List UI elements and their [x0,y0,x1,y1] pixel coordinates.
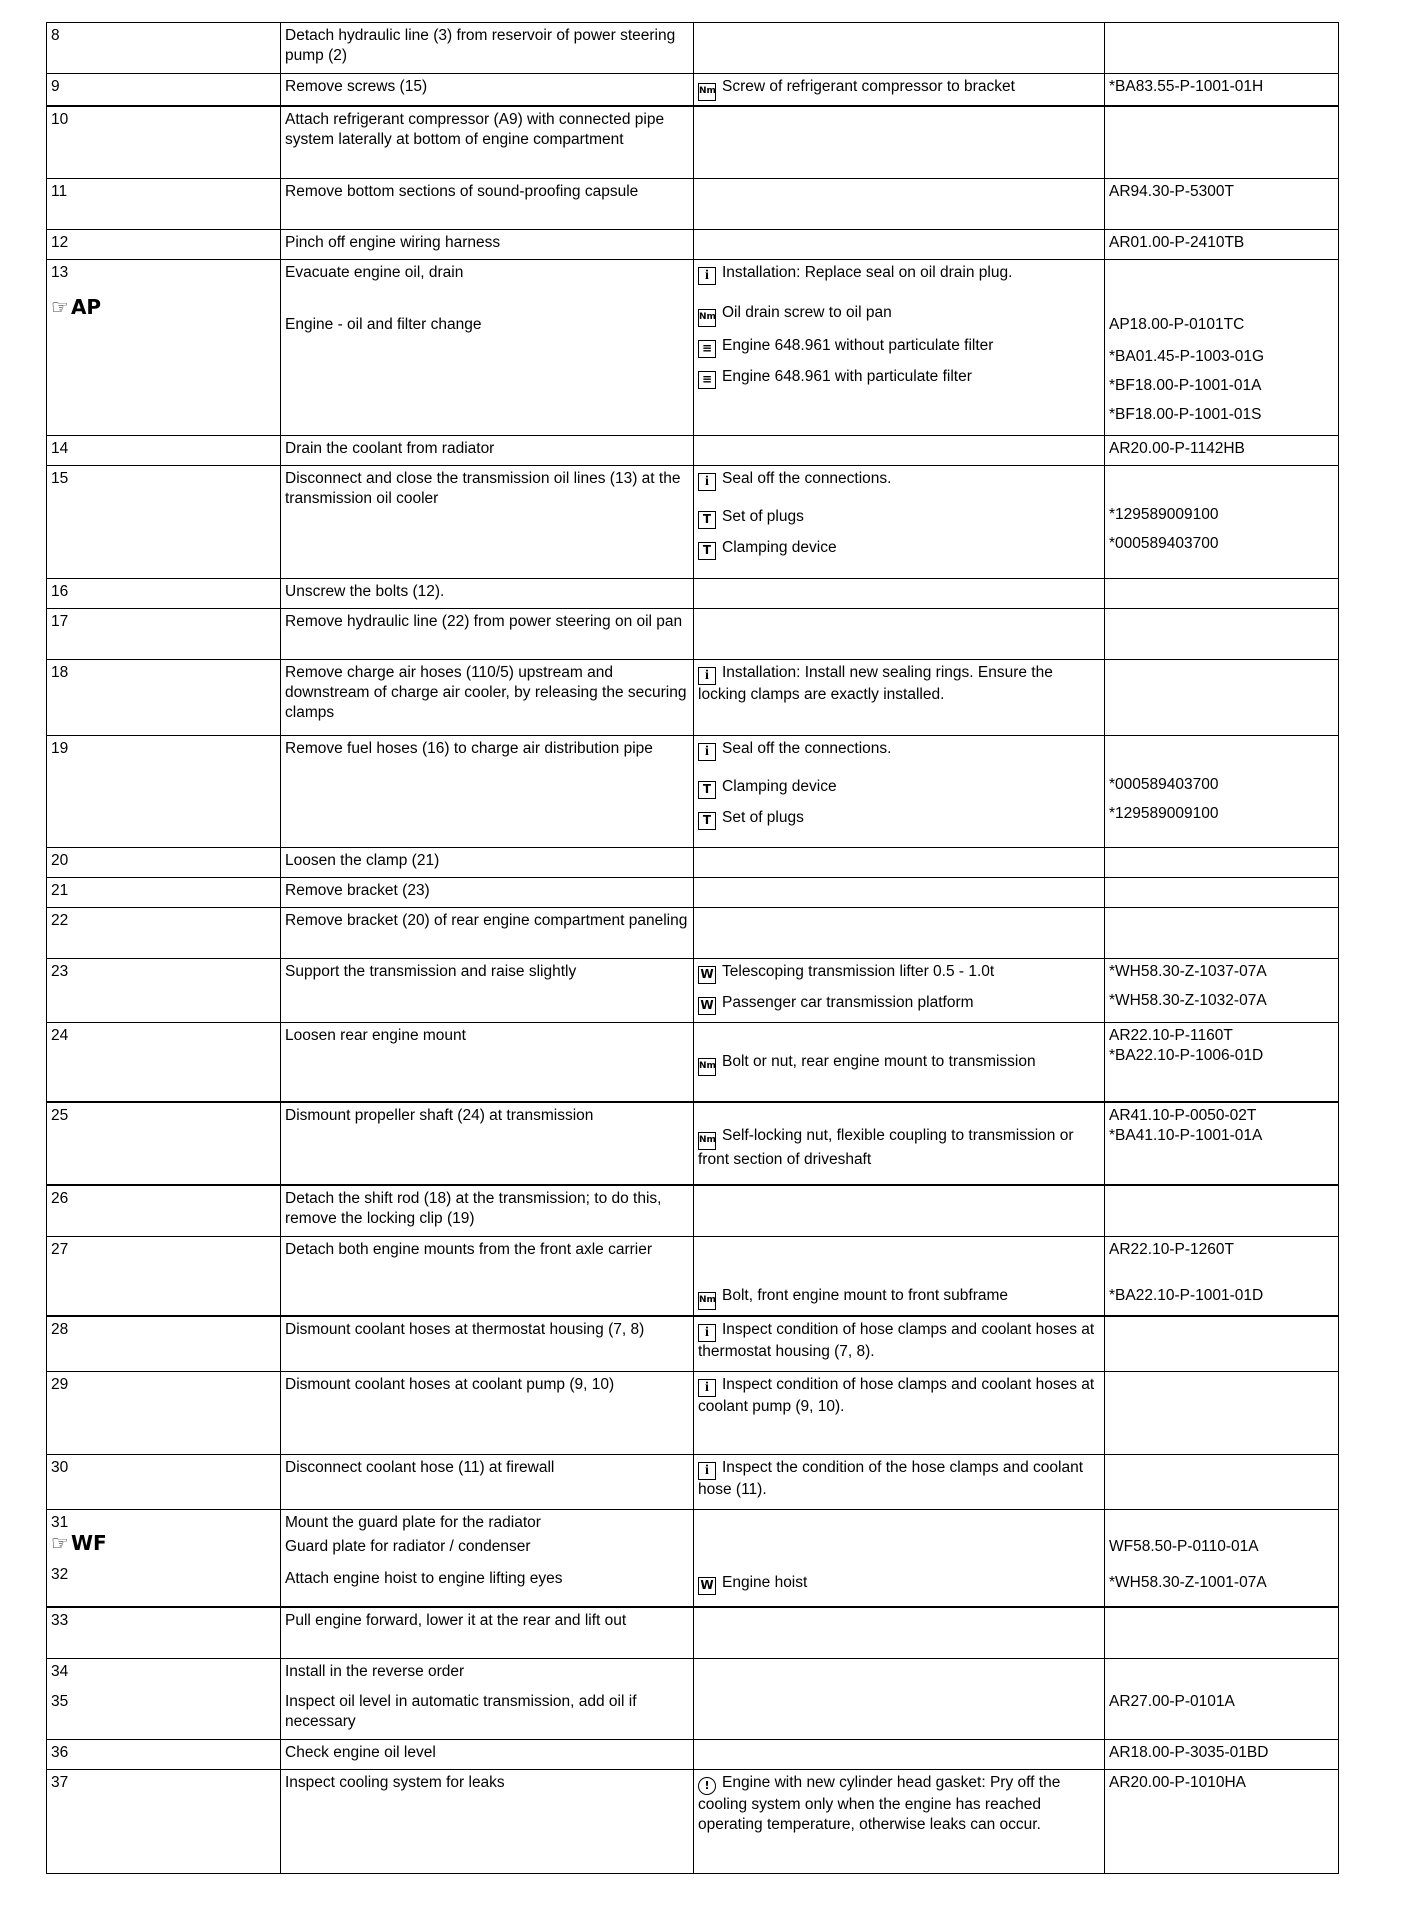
table-row [47,847,1339,877]
step-reference [1105,1236,1339,1316]
note-text: Inspect the condition of the hose clamps and coolant hose (11). [698,1458,1084,1498]
step-note [694,847,1105,877]
step-number: 30 [47,1454,281,1509]
reference-link[interactable]: *WH58.30-Z-1032-07A [1109,991,1267,1009]
caution-icon: ! [698,1777,716,1795]
table-row [47,1371,1339,1454]
step-note [694,1371,1105,1454]
step-note [694,608,1105,659]
step-description: Support the transmission and raise slightly [281,958,694,1022]
step-description: Disconnect and close the transmission oil lines (13) at the transmission oil cooler [281,465,694,578]
step-description: Dismount coolant hoses at coolant pump (9, 10) [281,1371,694,1454]
step-description: Dismount propeller shaft (24) at transmission [281,1102,694,1185]
step-description: Detach the shift rod (18) at the transmission; to do this, remove the locking clip (19) [281,1185,694,1236]
pointing-hand-icon: ☞ [51,294,69,319]
workshop-equipment-icon: W [698,1577,716,1595]
step-description: Dismount coolant hoses at thermostat housing (7, 8) [281,1316,694,1371]
step-reference [1105,1316,1339,1371]
step-note [694,1509,1105,1607]
step-note [694,877,1105,907]
step-reference [1105,465,1339,578]
step-reference [1105,907,1339,958]
reference-link[interactable]: *BA41.10-P-1001-01A [1109,1127,1263,1144]
step-reference [1105,106,1339,178]
step-description: Detach hydraulic line (3) from reservoir of power steering pump (2) [281,23,694,74]
filling-capacity-icon: ≡ [698,371,716,389]
step-description: Loosen the clamp (21) [281,847,694,877]
note-line: ≡ Engine 648.961 with particulate filter [698,367,1100,389]
note-line: T Set of plugs [698,808,1100,830]
description-line: Engine - oil and filter change [285,315,482,333]
reference-link[interactable]: *BA22.10-P-1001-01D [1109,1286,1264,1304]
reference-link[interactable]: WF58.50-P-0110-01A [1109,1537,1259,1555]
step-description [281,1658,694,1739]
step-note [694,735,1105,847]
step-note [694,178,1105,229]
step-description [281,259,694,435]
table-row [47,608,1339,659]
table-row [47,1739,1339,1769]
note-line: i Installation: Replace seal on oil drain plug. [698,263,1100,285]
step-number: 15 [47,465,281,578]
special-tool-icon: T [698,511,716,529]
note-line: W Telescoping transmission lifter 0.5 - 1.0t [698,962,1100,984]
info-icon: i [698,1324,716,1342]
reference-link[interactable]: *129589009100 [1109,505,1219,523]
step-number: 18 [47,659,281,735]
step-description: Drain the coolant from radiator [281,435,694,465]
step-description: Remove fuel hoses (16) to charge air distribution pipe [281,735,694,847]
table-row [47,74,1339,107]
step-number: 16 [47,578,281,608]
step-reference [1105,608,1339,659]
step-note [694,435,1105,465]
step-note [694,1658,1105,1739]
step-number: 28 [47,1316,281,1371]
torque-icon: Nm [698,1058,716,1076]
step-reference[interactable]: AR20.00-P-1142HB [1105,435,1339,465]
step-number: 17 [47,608,281,659]
step-number: 9 [47,74,281,107]
step-note [694,1316,1105,1371]
note-text: Bolt or nut, rear engine mount to transmission [722,1052,1036,1070]
step-reference [1105,1454,1339,1509]
table-row [47,1185,1339,1236]
step-number: 29 [47,1371,281,1454]
note-text: Screw of refrigerant compressor to bracket [722,78,1015,95]
note-line: W Passenger car transmission platform [698,993,1100,1015]
table-row [47,659,1339,735]
workshop-equipment-icon: W [698,966,716,984]
pointing-hand-icon: ☞ [51,1530,69,1555]
step-number: 10 [47,106,281,178]
table-row [47,465,1339,578]
reference-link[interactable]: *BF18.00-P-1001-01A [1109,376,1262,394]
step-reference [1105,1658,1339,1739]
step-number: 8 [47,23,281,74]
step-note [694,1022,1105,1102]
step-number: 27 [47,1236,281,1316]
special-tool-icon: T [698,542,716,560]
reference-link[interactable]: AR22.10-P-1160T [1109,1026,1233,1044]
reference-link[interactable]: *BA22.10-P-1006-01D [1109,1046,1264,1064]
table-row [47,907,1339,958]
step-description: Pinch off engine wiring harness [281,229,694,259]
step-note [694,1739,1105,1769]
filling-capacity-icon: ≡ [698,340,716,358]
step-reference [1105,877,1339,907]
step-note [694,259,1105,435]
step-number-value: 31 [51,1513,69,1531]
step-description: Inspect cooling system for leaks [281,1769,694,1873]
step-number-value: 32 [51,1565,69,1583]
table-row [47,259,1339,435]
table-row [47,1022,1339,1102]
step-number: 26 [47,1185,281,1236]
table-row [47,1102,1339,1185]
info-icon: i [698,267,716,285]
step-number: 24 [47,1022,281,1102]
torque-icon: Nm [698,83,716,101]
step-reference [1105,659,1339,735]
step-description: Remove bottom sections of sound-proofing capsule [281,178,694,229]
step-note [694,1102,1105,1185]
step-note [694,229,1105,259]
description-line: Install in the reverse order [285,1662,465,1680]
table-row [47,735,1339,847]
step-number [47,259,281,435]
step-description: Unscrew the bolts (12). [281,578,694,608]
note-line: T Set of plugs [698,507,1100,529]
reference-link[interactable]: *BA01.45-P-1003-01G [1109,347,1265,365]
step-reference [1105,1102,1339,1185]
info-icon: i [698,473,716,491]
step-number: 33 [47,1607,281,1658]
step-number: 14 [47,435,281,465]
table-row [47,578,1339,608]
note-line: Nm Oil drain screw to oil pan [698,303,1100,327]
step-reference [1105,1185,1339,1236]
step-reference [1105,847,1339,877]
step-number: 21 [47,877,281,907]
step-number: 20 [47,847,281,877]
step-reference [1105,259,1339,435]
table-row [47,435,1339,465]
info-icon: i [698,667,716,685]
step-note [694,578,1105,608]
description-line: Attach engine hoist to engine lifting eyes [285,1569,563,1587]
note-line: ≡ Engine 648.961 without particulate filter [698,336,1100,358]
note-text: Inspect condition of hose clamps and coolant hoses at thermostat housing (7, 8). [698,1321,1095,1360]
step-number [47,1658,281,1739]
table-row [47,1769,1339,1873]
step-number-value: 34 [51,1662,69,1680]
reference-link[interactable]: *000589403700 [1109,775,1219,793]
table-row [47,1658,1339,1739]
description-line: Guard plate for radiator / condenser [285,1537,531,1555]
step-note [694,659,1105,735]
step-note [694,74,1105,107]
step-reference[interactable]: *BA83.55-P-1001-01H [1105,74,1339,107]
table-row [47,1236,1339,1316]
reference-link[interactable]: *WH58.30-Z-1001-07A [1109,1573,1267,1591]
step-note [694,958,1105,1022]
step-number-value: 13 [51,263,69,281]
note-text: Bolt, front engine mount to front subframe [722,1286,1009,1304]
note-line: i Seal off the connections. [698,739,1100,761]
table-row [47,1607,1339,1658]
note-text: Inspect condition of hose clamps and coolant hoses at coolant pump (9, 10). [698,1375,1095,1415]
step-number: 36 [47,1739,281,1769]
step-note [694,1454,1105,1509]
info-icon: i [698,1379,716,1397]
note-text: Self-locking nut, flexible coupling to transmission or front section of driveshaft [698,1127,1074,1168]
procedure-table [46,22,1339,1874]
table-row [47,1509,1339,1607]
step-number: 23 [47,958,281,1022]
step-number: 19 [47,735,281,847]
step-number: 12 [47,229,281,259]
reference-link[interactable]: AR27.00-P-0101A [1109,1692,1235,1710]
description-line: Inspect oil level in automatic transmission, add oil if necessary [285,1692,637,1730]
step-note [694,23,1105,74]
special-tool-icon: T [698,812,716,830]
table-row [47,106,1339,178]
step-number: 22 [47,907,281,958]
step-description: Check engine oil level [281,1739,694,1769]
step-number: 37 [47,1769,281,1873]
step-reference[interactable]: AR18.00-P-3035-01BD [1105,1739,1339,1769]
step-note [694,907,1105,958]
step-number: 11 [47,178,281,229]
torque-icon: Nm [698,1292,716,1310]
step-reference [1105,23,1339,74]
step-description: Pull engine forward, lower it at the rear and lift out [281,1607,694,1658]
step-description: Attach refrigerant compressor (A9) with connected pipe system laterally at bottom of engine compartment [281,106,694,178]
step-reference [1105,578,1339,608]
note-text: Engine with new cylinder head gasket: Pry off the cooling system only when the engine has reached operating temperature, otherwise leaks can occur. [698,1773,1061,1833]
step-reference [1105,1607,1339,1658]
table-row [47,958,1339,1022]
step-description: Detach both engine mounts from the front axle carrier [281,1236,694,1316]
step-note [694,465,1105,578]
step-description: Disconnect coolant hose (11) at firewall [281,1454,694,1509]
step-reference [1105,1022,1339,1102]
step-reference[interactable]: AR01.00-P-2410TB [1105,229,1339,259]
note-line: i Seal off the connections. [698,469,1100,491]
step-note [694,106,1105,178]
info-icon: i [698,1462,716,1480]
description-line: Evacuate engine oil, drain [285,263,464,281]
step-reference[interactable]: AR20.00-P-1010HA [1105,1769,1339,1873]
table-row [47,229,1339,259]
reference-link[interactable]: *000589403700 [1109,534,1219,552]
table-row [47,178,1339,229]
step-description: Remove bracket (23) [281,877,694,907]
step-description [281,1509,694,1607]
note-text: Engine hoist [722,1573,808,1591]
step-reference[interactable]: AR94.30-P-5300T [1105,178,1339,229]
reference-link[interactable]: AR22.10-P-1260T [1109,1240,1234,1258]
table-row [47,1316,1339,1371]
reference-link[interactable]: *129589009100 [1109,804,1219,822]
note-line: T Clamping device [698,538,1100,560]
step-note [694,1185,1105,1236]
reference-link[interactable]: *BF18.00-P-1001-01S [1109,405,1262,423]
reference-link[interactable]: AR41.10-P-0050-02T [1109,1107,1257,1124]
torque-icon: Nm [698,309,716,327]
step-number: 25 [47,1102,281,1185]
torque-icon: Nm [698,1132,716,1150]
special-tool-icon: T [698,781,716,799]
step-reference [1105,1371,1339,1454]
table-row [47,877,1339,907]
step-note [694,1607,1105,1658]
table-row [47,1454,1339,1509]
step-reference [1105,958,1339,1022]
step-description: Remove screws (15) [281,74,694,107]
step-description: Remove charge air hoses (110/5) upstream and downstream of charge air cooler, by releasing the securing clamps [281,659,694,735]
step-description: Remove hydraulic line (22) from power steering on oil pan [281,608,694,659]
table-row [47,23,1339,74]
step-description: Loosen rear engine mount [281,1022,694,1102]
step-reference [1105,735,1339,847]
note-line: T Clamping device [698,777,1100,799]
step-note [694,1769,1105,1873]
step-reference [1105,1509,1339,1607]
wf-marker: ☞ WF [51,1530,107,1555]
note-text: Installation: Install new sealing rings. Ensure the locking clamps are exactly installed. [698,663,1053,703]
reference-link[interactable]: *WH58.30-Z-1037-07A [1109,962,1267,980]
step-number [47,1509,281,1607]
step-description: Remove bracket (20) of rear engine compartment paneling [281,907,694,958]
ap-marker: ☞ AP [51,294,102,319]
workshop-equipment-icon: W [698,997,716,1015]
info-icon: i [698,743,716,761]
step-note [694,1236,1105,1316]
step-number-value: 35 [51,1692,69,1710]
reference-link[interactable]: AP18.00-P-0101TC [1109,315,1245,333]
description-line: Mount the guard plate for the radiator [285,1513,541,1531]
